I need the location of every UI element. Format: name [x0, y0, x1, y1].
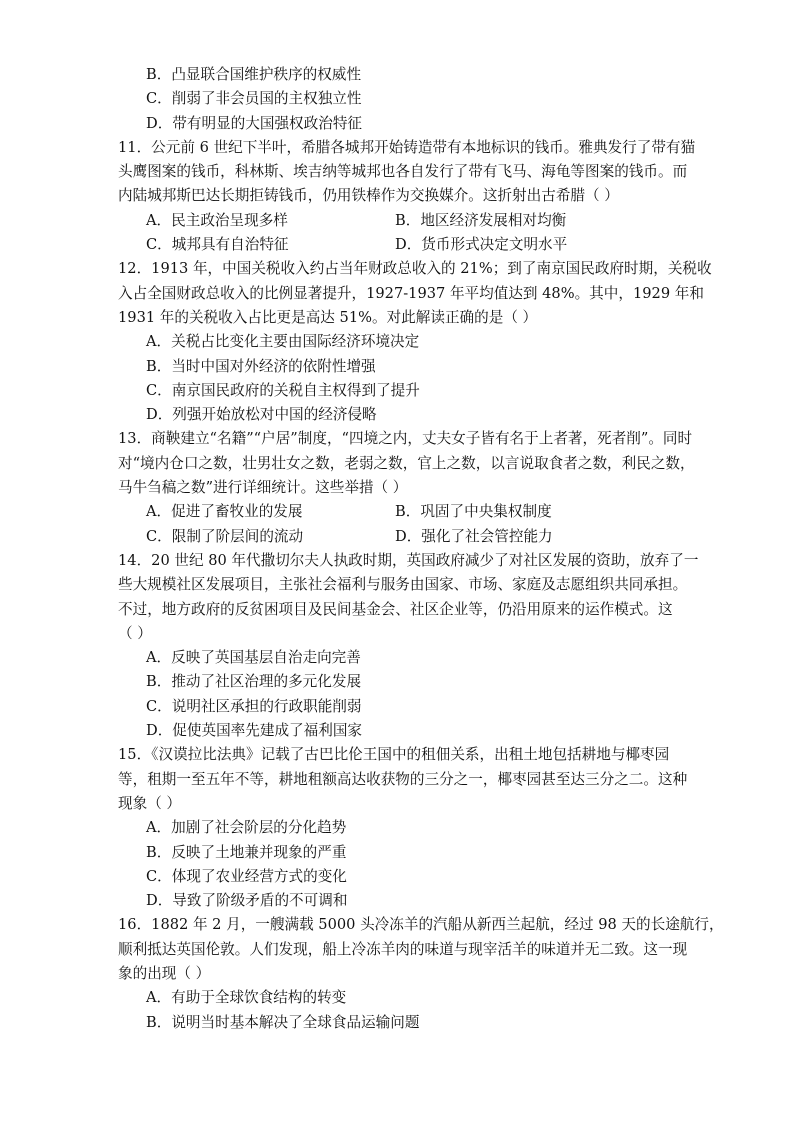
answer-option: C．南京国民政府的关税自主权得到了提升 — [146, 381, 420, 399]
answer-option: C．体现了农业经营方式的变化 — [146, 867, 347, 885]
answer-option: C．削弱了非会员国的主权独立性 — [146, 90, 362, 108]
option-row — [118, 63, 678, 87]
option-row — [118, 719, 678, 743]
option-row — [118, 403, 678, 427]
answer-option: B．推动了社区治理的多元化发展 — [146, 673, 362, 691]
option-row — [118, 986, 678, 1010]
question-stem-line: 不过，地方政府的反贫困项目及民间基金会、社区企业等，仍沿用原来的运作模式。这 — [118, 600, 673, 618]
answer-option: A．反映了英国基层自治走向完善 — [146, 649, 361, 667]
option-row — [118, 355, 678, 379]
answer-option: D．带有明显的大国强权政治特征 — [146, 114, 363, 132]
answer-option: D．货币形式决定文明水平 — [395, 236, 568, 254]
question-stem-line: 马牛刍稿之数”进行详细统计。这些举措（ ） — [118, 479, 408, 497]
option-row — [118, 525, 678, 549]
question-stem-line: 顺利抵达英国伦敦。人们发现，船上冷冻羊肉的味道与现宰活羊的味道并无二致。这一现 — [118, 940, 688, 958]
question-stem-line: 等，租期一至五年不等，耕地租额高达收获物的三分之一，椰枣园甚至达三分之二。这种 — [118, 770, 688, 788]
answer-option: B．当时中国对外经济的依附性增强 — [146, 357, 376, 375]
answer-option: B．凸显联合国维护秩序的权威性 — [146, 66, 362, 83]
answer-option: A．促进了畜牧业的发展 — [146, 503, 303, 521]
answer-option: C．说明社区承担的行政职能削弱 — [146, 697, 362, 715]
option-row — [118, 695, 678, 719]
answer-option: B．反映了土地兼并现象的严重 — [146, 843, 347, 861]
question-stem-line: 12．1913 年，中国关税收入约占当年财政总收入的 21%；到了南京国民政府时期，关税收 — [118, 260, 712, 278]
question-stem-line: 13．商鞅建立“名籍”“户居”制度，“四境之内，丈夫女子皆有名于上者著，死者削”。同时 — [118, 430, 693, 448]
option-row — [118, 112, 678, 136]
answer-option: C．城邦具有自治特征 — [146, 236, 289, 254]
option-row — [118, 233, 678, 257]
option-row — [118, 889, 678, 913]
answer-option: C．限制了阶层间的流动 — [146, 527, 304, 545]
question-q14 — [118, 549, 699, 743]
option-row — [118, 87, 678, 111]
question-stem-line: 15．《汉谟拉比法典》记载了古巴比伦王国中的租佃关系，出租土地包括耕地与椰枣园 — [118, 746, 670, 764]
answer-option: A．有助于全球饮食结构的转变 — [146, 989, 347, 1007]
option-row — [118, 1011, 678, 1035]
question-q10-tail — [118, 63, 678, 136]
question-stem-line: 现象（ ） — [118, 794, 182, 812]
question-stem-line: 头鹰图案的钱币，科林斯、埃吉纳等城邦也各自发行了带有飞马、海龟等图案的钱币。而 — [118, 163, 688, 181]
question-stem-line: 1931 年的关税收入占比更是高达 51%。对此解读正确的是（ ） — [118, 308, 538, 326]
question-q12 — [118, 257, 712, 427]
answer-option: A．民主政治呈现多样 — [146, 211, 288, 229]
option-row — [118, 209, 678, 233]
answer-option: D．促使英国率先建成了福利国家 — [146, 722, 363, 740]
option-row — [118, 330, 678, 354]
question-q13 — [118, 427, 695, 548]
answer-option: A．加剧了社会阶层的分化趋势 — [146, 819, 347, 837]
question-q16 — [118, 913, 724, 1034]
question-list — [118, 63, 724, 1035]
option-row — [118, 379, 678, 403]
answer-option: B．地区经济发展相对均衡 — [395, 211, 567, 229]
option-row — [118, 816, 678, 840]
answer-option: D．强化了社会管控能力 — [395, 527, 553, 545]
question-q15 — [118, 743, 688, 913]
question-stem-line: 11．公元前 6 世纪下半叶，希腊各城邦开始铸造带有本地标识的钱币。雅典发行了带有猫 — [118, 138, 696, 156]
answer-option: B．巩固了中央集权制度 — [395, 503, 552, 521]
option-row — [118, 841, 678, 865]
answer-option: A．关税占比变化主要由国际经济环境决定 — [146, 333, 420, 351]
answer-option: D．列强开始放松对中国的经济侵略 — [146, 406, 377, 424]
question-stem-line: 16．1882 年 2 月，一艘满载 5000 头冷冻羊的汽船从新西兰起航，经过 98 天的长途航行， — [118, 916, 724, 934]
question-stem-line: 象的出现（ ） — [118, 964, 211, 982]
answer-option: D．导致了阶级矛盾的不可调和 — [146, 892, 348, 910]
option-row — [118, 646, 678, 670]
question-stem-line: 内陆城邦斯巴达长期拒铸钱币，仍用铁棒作为交换媒介。这折射出古希腊（ ） — [118, 187, 619, 205]
option-row — [118, 500, 678, 524]
option-row — [118, 670, 678, 694]
question-stem-line: 对“境内仓口之数，壮男壮女之数，老弱之数，官上之数，以言说取食者之数，利民之数， — [118, 454, 695, 472]
question-stem-line: 些大规模社区发展项目，主张社会福利与服务由国家、市场、家庭及志愿组织共同承担。 — [118, 576, 688, 594]
question-q11 — [118, 136, 696, 257]
question-stem-line: （ ） — [118, 624, 152, 642]
question-stem-line: 入占全国财政总收入的比例显著提升，1927-1937 年平均值达到 48%。其中，1929 年和 — [118, 284, 704, 302]
question-stem-line: 14．20 世纪 80 年代撒切尔夫人执政时期，英国政府减少了对社区发展的资助，放弃了一 — [118, 551, 699, 569]
option-row — [118, 865, 678, 889]
answer-option: B．说明当时基本解决了全球食品运输问题 — [146, 1013, 420, 1031]
